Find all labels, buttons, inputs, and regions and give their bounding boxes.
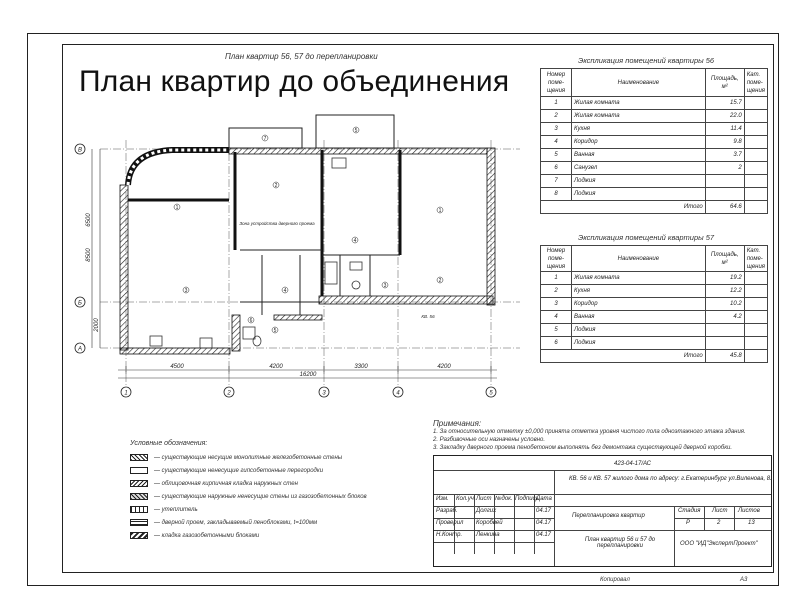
table56-header-name: Наименование (572, 69, 706, 97)
table-row: 6 Лоджия (541, 337, 768, 350)
dim-row-1: 6500 (86, 213, 92, 227)
note-item: 3. Закладку дверного проема пенобетоном выполнять без демонтажа существующей дверной коробки. (433, 445, 733, 451)
role: Проверил (436, 520, 464, 526)
table56-header-cat: Кат. поме-щения (744, 69, 767, 97)
table56-header-area: Площадь, м² (705, 69, 744, 97)
dim-2: 4200 (269, 364, 283, 370)
room-number: 5 (354, 128, 358, 134)
role-name: Долгих (476, 508, 497, 514)
table-total-row: Итого 45.8 (541, 350, 768, 363)
table57-header-cat: Кат. поме-щения (744, 246, 767, 272)
drawing-title: План квартир 56 и 57 до перепланировки (584, 537, 656, 549)
axis-label-3: 3 (322, 390, 326, 397)
stage-value: Р (686, 520, 691, 526)
axis-label-b: Б (78, 300, 82, 307)
note-item: 1. За относительную отметку ±0,000 принята отметка уровня чистого пола одноэтажного этажа здания. (433, 429, 746, 435)
dimension-lines (92, 149, 497, 378)
legend-swatch (130, 532, 148, 539)
table56 (540, 68, 768, 214)
legend-title: Условные обозначения: (130, 440, 208, 447)
legend-item: — существующие ненесущие гипсобетонные перегородки (154, 467, 324, 474)
company-name: ООО "ИД"ЭкспертПроект" (680, 541, 758, 547)
stage-label: Стадия (678, 508, 701, 514)
table56-caption: Экспликация помещений квартиры 56 (578, 56, 715, 65)
role: Н.Контр. (436, 532, 463, 538)
axis-label-5: 5 (489, 390, 493, 397)
axis-label-v: В (77, 147, 83, 154)
plan-caption: План квартир 56, 57 до перепланировки (225, 52, 378, 61)
copied-label: Копировал (600, 577, 630, 583)
legend-swatch (130, 467, 148, 474)
table-row: 2 Кухня 12.2 (541, 285, 768, 298)
legend-swatch (130, 480, 148, 487)
table-row: 3 Коридор 10.2 (541, 298, 768, 311)
role-date: 04.17 (536, 532, 552, 538)
zone-note: Зона устройства дверного проема (239, 221, 315, 226)
col-header: Лист (476, 496, 492, 502)
apartment-label: КВ. 56 (421, 314, 435, 319)
dim-1: 4500 (170, 364, 184, 370)
room-number: 3 (383, 283, 387, 289)
fixtures (150, 158, 362, 348)
axis-label-1: 1 (124, 390, 128, 397)
overlay-title: План квартир до объединения (79, 65, 510, 98)
notes (433, 420, 746, 452)
room-number: 6 (249, 318, 253, 324)
legend (130, 440, 367, 542)
legend-item: — существующие несущие монолитные железобетонные стены (154, 454, 343, 461)
role: Разраб. (436, 508, 458, 514)
dim-row-2: 2000 (94, 318, 100, 332)
loggias (229, 115, 394, 148)
legend-swatch (130, 506, 148, 513)
axis-label-2: 2 (227, 390, 231, 397)
table57-header-name: Наименование (572, 246, 706, 272)
work-title: Перепланировка квартир (572, 513, 645, 519)
col-header: Кол.уч (456, 496, 474, 502)
role-date: 04.17 (536, 508, 552, 514)
table-total-row: Итого 64.6 (541, 201, 768, 214)
notes-title: Примечания: (433, 419, 482, 428)
dim-row-total: 8500 (86, 248, 92, 262)
sheet-label: Лист (712, 508, 728, 514)
note-item: 2. Разбивочные оси назначены условно. (433, 437, 546, 443)
dim-total: 16200 (299, 372, 317, 378)
title-block (433, 455, 772, 567)
legend-item: — утеплитель (154, 506, 198, 513)
table57-caption: Экспликация помещений квартиры 57 (578, 233, 715, 242)
room-number: 4 (283, 288, 287, 294)
table-row: 8 Лоджия (541, 188, 768, 201)
table-row: 1 Жилая комната 19.2 (541, 272, 768, 285)
legend-item: — облицовочная кирпичная кладка наружных стен (154, 480, 298, 487)
object-address: КВ. 56 и КВ. 57 жилого дома по адресу: г.Екатеринбург ул.Виленова, 8. (569, 476, 772, 482)
sheet-value: 2 (717, 520, 721, 526)
role-name: Коробвей (476, 520, 503, 526)
sheets-label: Листов (738, 508, 760, 514)
sheets-value: 13 (748, 520, 755, 526)
room-number: 2 (438, 278, 442, 284)
room-number: 1 (175, 205, 179, 211)
table-row: 5 Ванная 3.7 (541, 149, 768, 162)
room-number: 3 (184, 288, 188, 294)
legend-swatch (130, 454, 148, 461)
col-header: №док. (495, 496, 513, 502)
room-number: 7 (263, 136, 267, 142)
table-row: 1 Жилая комната 15.7 (541, 97, 768, 110)
axis-bubbles (75, 144, 496, 397)
format-label: А3 (740, 577, 748, 583)
legend-swatch (130, 493, 148, 500)
table56-header-num: Номер поме-щения (541, 69, 572, 97)
room-number: 4 (353, 238, 357, 244)
legend-swatch (130, 519, 148, 526)
table-row: 2 Жилая комната 22.0 (541, 110, 768, 123)
axis-label-4: 4 (396, 390, 400, 397)
legend-item: — дверной проем, закладываемый пеноблоками, t=100мм (154, 519, 318, 526)
table57-header-num: Номер поме-щения (541, 246, 572, 272)
doc-code: 423-04-17/АС (614, 461, 652, 467)
dim-4: 4200 (437, 364, 451, 370)
dim-3: 3300 (354, 364, 368, 370)
role-date: 04.17 (536, 520, 552, 526)
table-row: 5 Лоджия (541, 324, 768, 337)
col-header: Дата (536, 496, 552, 502)
legend-item: — существующие наружные ненесущие стены из газозобетонных блоков (154, 493, 367, 500)
table-row: 4 Коридор 9.8 (541, 136, 768, 149)
table57 (540, 245, 768, 363)
exterior-walls (120, 148, 495, 354)
col-header: Подпись (515, 496, 539, 502)
room-number: 5 (273, 328, 277, 334)
table-row: 4 Ванная 4.2 (541, 311, 768, 324)
legend-item: — кладка газозобетонными блоками (154, 532, 260, 539)
partitions (240, 250, 400, 315)
table-row: 7 Лоджия (541, 175, 768, 188)
room-number: 2 (274, 183, 278, 189)
room-number: 1 (438, 208, 442, 214)
role-name: Ленкина (476, 532, 500, 538)
table-row: 6 Санузел 2 (541, 162, 768, 175)
col-header: Изм. (436, 496, 449, 502)
table57-header-area: Площадь, м² (705, 246, 744, 272)
table-row: 3 Кухня 11.4 (541, 123, 768, 136)
axis-label-a: А (77, 346, 83, 353)
